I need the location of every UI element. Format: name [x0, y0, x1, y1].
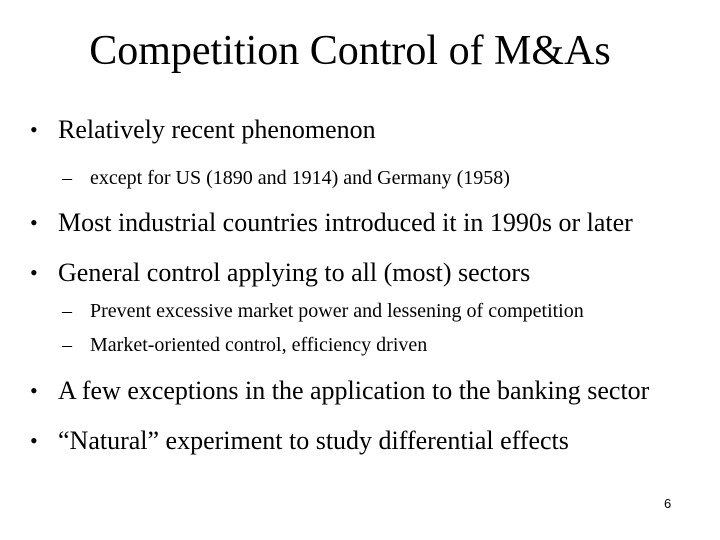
- page-number: 6: [664, 496, 672, 511]
- sub-bullet-text: Prevent excessive market power and lessening of competition: [90, 300, 584, 322]
- bullet-icon: •: [30, 428, 38, 453]
- sub-bullet-item: [62, 299, 702, 325]
- bullet-text: Most industrial countries introduced it in 1990s or later: [58, 208, 633, 237]
- bullet-icon: •: [30, 117, 38, 142]
- bullet-text: A few exceptions in the application to the banking sector: [58, 376, 650, 405]
- slide-title: Competition Control of M&As: [89, 28, 611, 74]
- bullet-item: [30, 376, 710, 408]
- bullet-icon: •: [30, 260, 38, 285]
- dash-icon: –: [62, 334, 72, 356]
- dash-icon: –: [62, 300, 72, 322]
- bullet-item: [30, 258, 690, 290]
- sub-bullet-item: [62, 333, 702, 359]
- dash-icon: –: [62, 167, 72, 189]
- bullet-icon: •: [30, 378, 38, 403]
- bullet-text: “Natural” experiment to study differential effects: [58, 426, 569, 455]
- bullet-item: [30, 115, 690, 147]
- sub-bullet-text: Market-oriented control, efficiency driven: [90, 334, 428, 356]
- bullet-item: [30, 208, 700, 240]
- bullet-icon: •: [30, 210, 38, 235]
- bullet-text: General control applying to all (most) sectors: [58, 258, 531, 287]
- bullet-item: [30, 426, 690, 458]
- sub-bullet-text: except for US (1890 and 1914) and Germany (1958): [90, 167, 510, 189]
- bullet-text: Relatively recent phenomenon: [58, 115, 376, 144]
- sub-bullet-item: [62, 166, 682, 192]
